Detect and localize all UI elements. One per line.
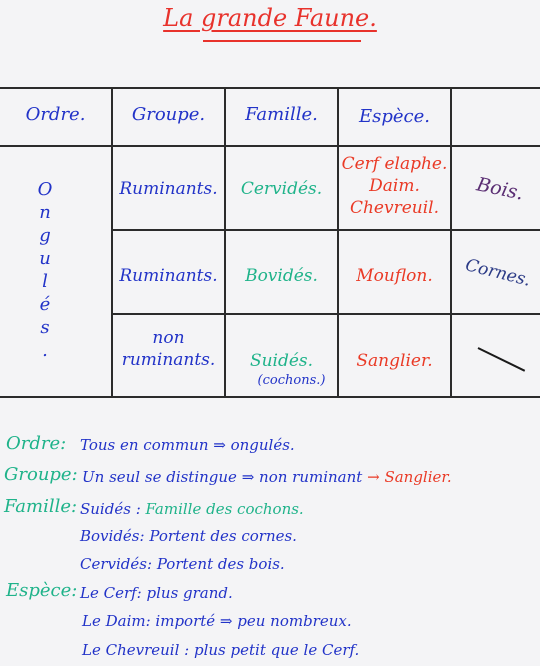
row3-famille: Suidés. bbox=[249, 351, 314, 371]
species-sanglier: Sanglier. bbox=[356, 351, 433, 371]
row3-groupe bbox=[113, 327, 224, 371]
note-groupe-result: Sanglier. bbox=[384, 468, 452, 486]
header-groupe: Groupe. bbox=[131, 104, 206, 125]
note-espece-cerf: Le Cerf: plus grand. bbox=[80, 584, 233, 602]
table-line-bottom bbox=[0, 396, 540, 398]
note-espece-chevreuil: Le Chevreuil : plus petit que le Cerf. bbox=[82, 641, 360, 659]
header-espece: Espèce. bbox=[358, 106, 430, 127]
row2-famille: Bovidés. bbox=[245, 266, 318, 286]
row1-especes bbox=[339, 153, 450, 219]
table-vline-4 bbox=[450, 87, 452, 398]
header-ordre: Ordre. bbox=[25, 104, 86, 125]
row1-famille: Cervidés. bbox=[240, 179, 323, 199]
row2-extra-cornes: Cornes. bbox=[463, 255, 533, 291]
order-ongules-vertical bbox=[30, 178, 60, 362]
order-letter: l bbox=[42, 271, 48, 292]
note-espece-label: Espèce: bbox=[6, 580, 78, 601]
table-line-row1-bottom bbox=[112, 229, 540, 231]
order-letter: s bbox=[40, 317, 50, 338]
row3-famille-note: (cochons.) bbox=[257, 373, 326, 388]
order-letter: n bbox=[39, 202, 51, 223]
note-groupe-label: Groupe: bbox=[4, 464, 78, 485]
title-double-underline bbox=[203, 40, 361, 42]
note-famille-bovides bbox=[80, 526, 297, 546]
famille-desc: Portent des bois. bbox=[156, 555, 285, 573]
groupe-line: ruminants. bbox=[121, 350, 216, 370]
order-letter: u bbox=[39, 248, 51, 269]
order-letter: . bbox=[42, 340, 48, 361]
species-cerf: Cerf elaphe. bbox=[341, 154, 448, 174]
page-title: La grande Faune. bbox=[163, 4, 377, 32]
table-line-row2-bottom bbox=[112, 313, 540, 315]
row1-extra-bois: Bois. bbox=[474, 173, 526, 205]
famille-sep: : bbox=[146, 555, 157, 573]
note-groupe-arrow: → bbox=[367, 468, 380, 486]
note-famille-label: Famille: bbox=[4, 496, 78, 517]
row2-groupe: Ruminants. bbox=[119, 266, 218, 286]
order-letter: é bbox=[39, 294, 51, 315]
order-letter: g bbox=[39, 225, 51, 246]
note-groupe-text bbox=[82, 467, 452, 487]
famille-sep: : bbox=[130, 500, 146, 518]
species-daim: Daim. bbox=[369, 176, 420, 196]
row1-groupe: Ruminants. bbox=[119, 179, 218, 199]
note-groupe-sentence: Un seul se distingue ⇒ non ruminant bbox=[82, 468, 363, 486]
row3-extra-dash bbox=[478, 347, 526, 372]
famille-name: Cervidés bbox=[80, 555, 147, 573]
species-mouflon: Mouflon. bbox=[356, 266, 433, 286]
row3-especes bbox=[339, 350, 450, 372]
famille-name: Suidés bbox=[80, 500, 131, 518]
note-espece-daim: Le Daim: importé ⇒ peu nombreux. bbox=[82, 612, 352, 630]
species-chevreuil: Chevreuil. bbox=[349, 198, 440, 218]
note-famille-suides bbox=[80, 499, 304, 519]
table-line-header-bottom bbox=[0, 145, 540, 147]
header-famille: Famille. bbox=[245, 104, 318, 125]
famille-desc: Portent des cornes. bbox=[149, 527, 297, 545]
order-letter: O bbox=[37, 179, 53, 200]
famille-sep: : bbox=[139, 527, 150, 545]
groupe-line: non bbox=[152, 328, 185, 348]
note-famille-cervides bbox=[80, 554, 285, 574]
famille-desc: Famille des cochons. bbox=[145, 500, 304, 518]
row2-especes bbox=[339, 265, 450, 287]
note-ordre-label: Ordre: bbox=[6, 433, 67, 454]
famille-name: Bovidés bbox=[80, 527, 140, 545]
table-line-top bbox=[0, 87, 540, 89]
note-ordre-text: Tous en commun ⇒ ongulés. bbox=[80, 436, 295, 454]
